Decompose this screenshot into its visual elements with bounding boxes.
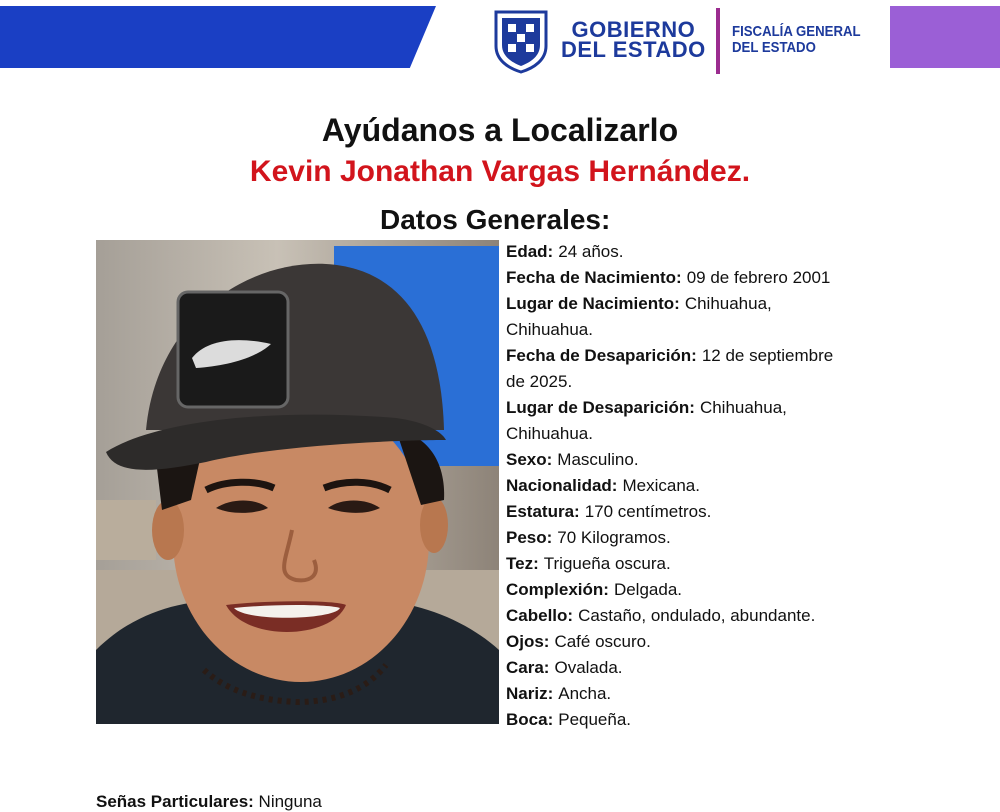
detail-boca <box>506 707 906 733</box>
header-purple-bar <box>890 6 1000 68</box>
detail-lugar-nacimiento <box>506 291 906 317</box>
page-title: Ayúdanos a Localizarlo <box>321 112 679 148</box>
detail-sexo <box>506 447 906 473</box>
detail-complexion <box>506 577 906 603</box>
state-seal-icon <box>492 8 550 74</box>
senas-value: Ninguna <box>258 792 322 811</box>
senas-particulares <box>96 792 322 812</box>
details-list <box>506 239 906 733</box>
detail-fecha-desaparicion <box>506 343 906 369</box>
detail-label: Cara: <box>506 658 550 677</box>
detail-fecha-nacimiento <box>506 265 906 291</box>
person-name: Kevin Jonathan Vargas Hernández. <box>249 155 751 188</box>
logo-divider <box>716 8 720 74</box>
detail-label: Peso: <box>506 528 553 547</box>
detail-value: Trigueña oscura. <box>543 554 671 573</box>
gobierno-logo-text <box>561 17 706 62</box>
detail-cara <box>506 655 906 681</box>
detail-value: Café oscuro. <box>554 632 651 651</box>
detail-label: Edad: <box>506 242 554 261</box>
detail-nariz <box>506 681 906 707</box>
detail-estatura <box>506 499 906 525</box>
detail-value: Delgada. <box>613 580 683 599</box>
detail-label: Nacionalidad: <box>506 476 618 495</box>
detail-lugar-desaparicion-cont: Chihuahua. <box>506 424 593 443</box>
detail-value: Pequeña. <box>558 710 632 729</box>
detail-value: 170 centímetros. <box>584 502 712 521</box>
detail-label: Lugar de Desaparición: <box>506 398 695 417</box>
detail-value: Ancha. <box>558 684 612 703</box>
detail-label: Nariz: <box>506 684 554 703</box>
detail-nacionalidad <box>506 473 906 499</box>
detail-value: 12 de septiembre <box>701 346 834 365</box>
detail-value: Mexicana. <box>622 476 700 495</box>
header-blue-bar <box>0 6 436 68</box>
gov-line-2: DEL ESTADO <box>561 37 706 62</box>
detail-lugar-desaparicion <box>506 395 906 421</box>
fiscalia-line-1: FISCALÍA GENERAL <box>732 23 861 40</box>
detail-value: Ovalada. <box>554 658 623 677</box>
detail-label: Sexo: <box>506 450 553 469</box>
detail-label: Complexión: <box>506 580 609 599</box>
detail-value: Chihuahua, <box>684 294 772 313</box>
detail-label: Cabello: <box>506 606 574 625</box>
detail-label: Estatura: <box>506 502 580 521</box>
gov-line-1: GOBIERNO <box>571 17 696 42</box>
detail-cabello <box>506 603 906 629</box>
person-photo <box>96 240 499 724</box>
detail-value: Castaño, ondulado, abundante. <box>578 606 816 625</box>
detail-value: 09 de febrero 2001 <box>686 268 831 287</box>
detail-tez <box>506 551 906 577</box>
senas-label: Señas Particulares: <box>96 792 254 811</box>
detail-ojos <box>506 629 906 655</box>
detail-value: 70 Kilogramos. <box>557 528 671 547</box>
section-title: Datos Generales: <box>380 204 611 235</box>
detail-edad <box>506 239 906 265</box>
detail-value: 24 años. <box>558 242 624 261</box>
fiscalia-logo-text <box>732 24 861 56</box>
detail-label: Fecha de Desaparición: <box>506 346 697 365</box>
detail-fecha-desaparicion-cont: de 2025. <box>506 372 573 391</box>
detail-value: Chihuahua, <box>699 398 787 417</box>
detail-label: Ojos: <box>506 632 550 651</box>
detail-label: Tez: <box>506 554 539 573</box>
detail-label: Fecha de Nacimiento: <box>506 268 682 287</box>
detail-value: Masculino. <box>557 450 639 469</box>
detail-peso <box>506 525 906 551</box>
detail-label: Lugar de Nacimiento: <box>506 294 680 313</box>
detail-lugar-nacimiento-cont: Chihuahua. <box>506 320 593 339</box>
detail-label: Boca: <box>506 710 554 729</box>
fiscalia-line-2: DEL ESTADO <box>732 39 816 56</box>
